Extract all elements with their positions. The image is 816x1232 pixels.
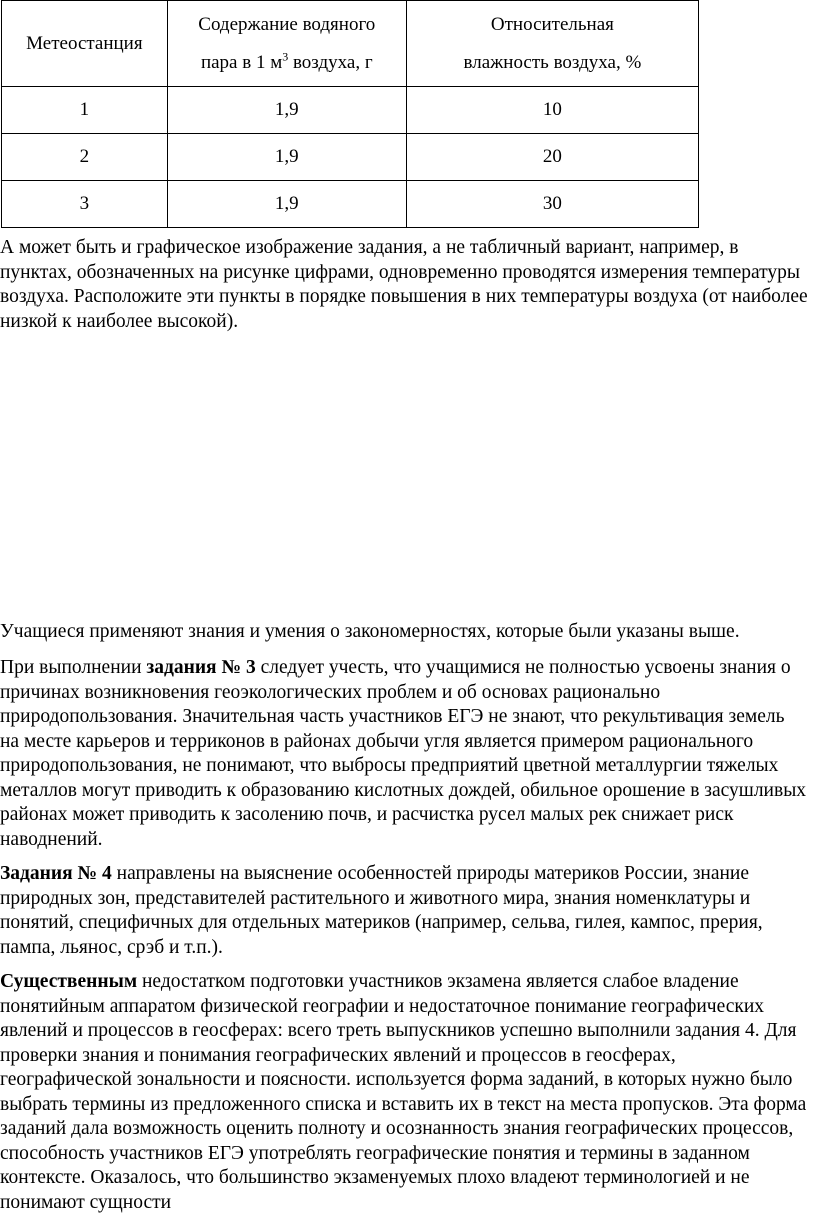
paragraph-graphic-task: А может быть и графическое изображение задания, а не табличный вариант, например, в пунктах, обозначенных на рисунке цифрами, одновременно проводятся измерения температуры воздуха. Расположите эти пункты в порядке повышения в них температуры воздуха (от наиболее низкой к наиболее высокой). [0, 237, 808, 332]
p4-post: направлены на выяснение особенностей природы материков России, знание природных зон, представителей растительного и животного мира, знания номенклатуры и понятий, специфичных для отдельных материков (например, сельва, гилея, кампос, прерия, пампа, льянос, срэб и т.п.). [0, 863, 763, 958]
p5-bold: Существенным [0, 971, 138, 992]
p3-bold: задания № 3 [146, 657, 256, 678]
header-humidity-line2: влажность воздуха, % [463, 51, 642, 73]
cell-vapor: 1,9 [167, 134, 406, 181]
table-header-row [2, 1, 699, 87]
weather-station-table [1, 0, 699, 228]
header-vapor-sup: 3 [282, 49, 289, 64]
cell-vapor: 1,9 [167, 181, 406, 228]
header-station-label: Метеостанция [26, 32, 143, 54]
table-row [2, 134, 699, 181]
table-row [2, 181, 699, 228]
header-humidity [406, 1, 698, 87]
paragraph-task-4 [0, 862, 808, 960]
cell-station: 2 [2, 134, 168, 181]
cell-humidity: 20 [406, 134, 698, 181]
p3-pre: При выполнении [0, 657, 147, 678]
cell-humidity: 10 [406, 87, 698, 134]
paragraph-essential [0, 970, 808, 1215]
cell-station: 3 [2, 181, 168, 228]
header-vapor-line1: Содержание водяного [198, 13, 376, 35]
cell-station: 1 [2, 87, 168, 134]
header-station [2, 1, 168, 87]
paragraph-students-apply: Учащиеся применяют знания и умения о закономерностях, которые были указаны выше. [0, 621, 740, 642]
p5-post: недостатком подготовки участников экзамена является слабое владение понятийным аппаратом физической географии и недостаточное понимание географических явлений и процессов в геосферах: всего треть выпускников успешно выполнили задания 4. Для проверки знания и понимания географических явлений и процессов в геосферах, географической зональности и поясности. используется форма заданий, в которых нужно было выбрать термины из предложенного списка и вставить их в текст на места пропусков. Эта форма заданий дала возможность оценить полноту и осознанность знания географических процессов, способность участников ЕГЭ употреблять географические понятия и термины в заданном контексте. Оказалось, что большинство экзаменуемых плохо владеют терминологией и не понимают сущности [0, 971, 807, 1213]
p3-post: следует учесть, что учащимися не полностью усвоены знания о причинах возникновения геоэкологических проблем и об основах рационально природопользования. Значительная часть участников ЕГЭ не знают, что рекультивация земель на месте карьеров и терриконов в районах добычи угля является примером рационального природопользования, не понимают, что выбросы предприятий цветной металлургии тяжелых металлов могут приводить к образованию кислотных дождей, обильное орошение в засушливых районах может приводить к засолению почв, и расчистка русел малых рек снижает риск наводнений. [0, 657, 807, 850]
table-row [2, 87, 699, 134]
p4-bold: Задания № 4 [0, 863, 112, 884]
header-vapor-line2-pre: пара в 1 м [200, 51, 283, 73]
header-vapor-line2-post: воздуха, г [288, 51, 373, 73]
paragraph-task-3 [0, 656, 808, 852]
cell-vapor: 1,9 [167, 87, 406, 134]
header-humidity-line1: Относительная [490, 13, 614, 35]
header-vapor [167, 1, 406, 87]
cell-humidity: 30 [406, 181, 698, 228]
